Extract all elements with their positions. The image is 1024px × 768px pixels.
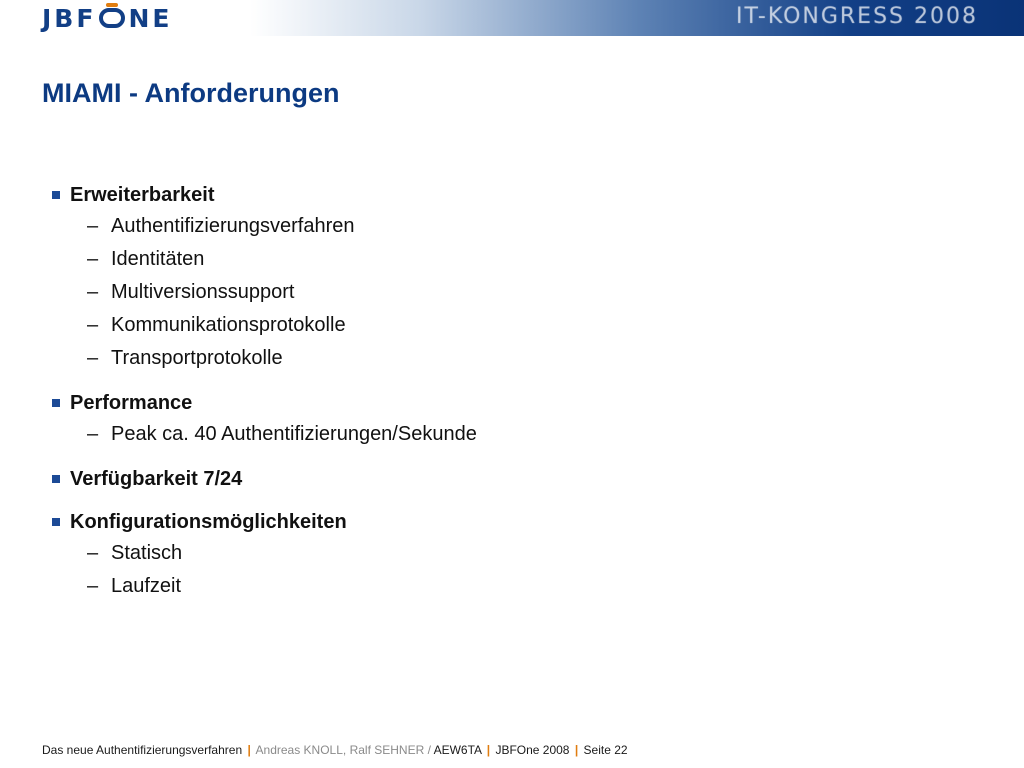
- sub-bullet-label: Peak ca. 40 Authentifizierungen/Sekunde: [111, 423, 477, 445]
- sub-bullet-label: Statisch: [111, 542, 183, 564]
- square-bullet-icon: [52, 191, 60, 199]
- sub-bullet-label: Transportprotokolle: [111, 347, 283, 369]
- sub-bullet-item: [50, 570, 950, 603]
- sub-bullet-item: [50, 210, 950, 243]
- bullet-label: Konfigurationsmöglichkeiten: [70, 510, 347, 533]
- footer: [42, 743, 628, 757]
- bullet-section: [50, 180, 950, 375]
- bullet-section: [50, 464, 950, 494]
- sub-bullet-item: [50, 309, 950, 342]
- sub-bullet-item: [50, 276, 950, 309]
- bullet-content: [50, 180, 950, 616]
- dash-bullet-icon: –: [87, 347, 99, 369]
- footer-authors: Andreas KNOLL, Ralf SEHNER /: [255, 743, 434, 757]
- jbfone-logo-icon: [42, 4, 172, 32]
- footer-separator: |: [574, 743, 579, 757]
- square-bullet-icon: [52, 399, 60, 407]
- footer-topic: Das neue Authentifizierungsverfahren: [42, 743, 243, 757]
- sub-bullet-label: Authentifizierungsverfahren: [111, 215, 355, 237]
- bullet-item: [50, 464, 950, 494]
- footer-separator: |: [486, 743, 491, 757]
- dash-bullet-icon: –: [87, 314, 99, 336]
- dash-bullet-icon: –: [87, 215, 99, 237]
- bullet-label: Erweiterbarkeit: [70, 183, 215, 206]
- sub-bullet-item: [50, 243, 950, 276]
- square-bullet-icon: [52, 475, 60, 483]
- page-title: MIAMI - Anforderungen: [42, 78, 340, 108]
- dash-bullet-icon: –: [87, 281, 99, 303]
- sub-bullet-label: Laufzeit: [111, 575, 182, 597]
- footer-page-number: Seite 22: [583, 743, 628, 757]
- sub-bullet-label: Identitäten: [111, 248, 205, 270]
- logo-left-text: JBF: [42, 3, 97, 33]
- dash-bullet-icon: –: [87, 423, 99, 445]
- bullet-item: [50, 180, 950, 210]
- bullet-item: [50, 507, 950, 537]
- bullet-label: Performance: [70, 391, 193, 414]
- bullet-section: [50, 507, 950, 603]
- header-band: [0, 0, 1024, 36]
- logo-o-mark-icon: [99, 8, 125, 28]
- footer-separator: |: [247, 743, 251, 757]
- bullet-label: Verfügbarkeit 7/24: [70, 467, 243, 490]
- square-bullet-icon: [52, 518, 60, 526]
- logo-right-text: NE: [128, 3, 173, 33]
- bullet-item: [50, 388, 950, 418]
- sub-bullet-label: Multiversionssupport: [111, 281, 295, 303]
- footer-department: AEW6TA: [433, 743, 482, 757]
- event-title: IT-KONGRESS 2008: [736, 4, 978, 29]
- sub-bullet-label: Kommunikationsprotokolle: [111, 314, 346, 336]
- sub-bullet-item: [50, 342, 950, 375]
- sub-bullet-item: [50, 418, 950, 451]
- dash-bullet-icon: –: [87, 542, 99, 564]
- dash-bullet-icon: –: [87, 575, 99, 597]
- bullet-section: [50, 388, 950, 451]
- dash-bullet-icon: –: [87, 248, 99, 270]
- sub-bullet-item: [50, 537, 950, 570]
- footer-event: JBFOne 2008: [495, 743, 570, 757]
